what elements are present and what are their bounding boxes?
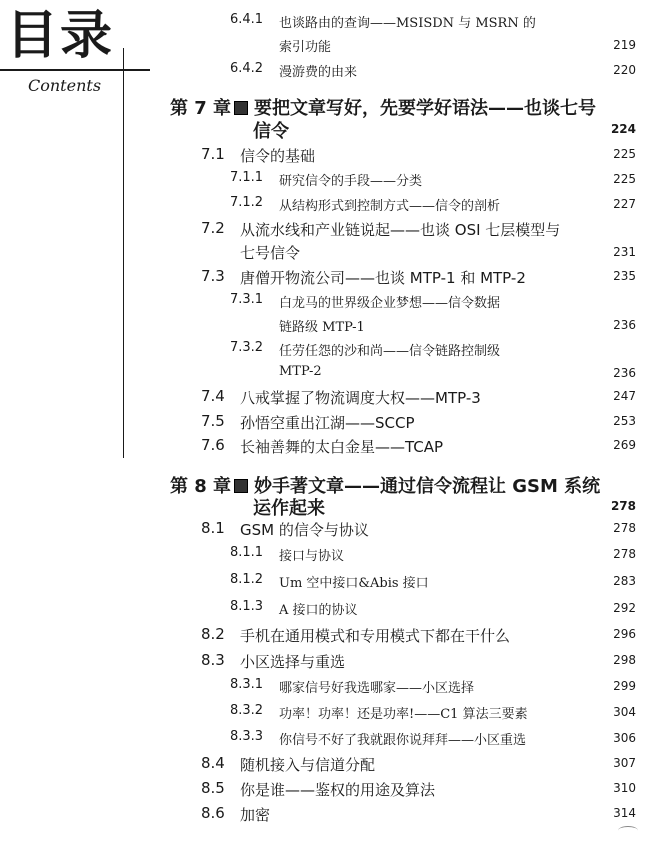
- entry-page: 278: [613, 547, 636, 561]
- entry-title: 从结构形式到控制方式——信令的剖析: [279, 199, 501, 214]
- entry-page: 283: [613, 574, 636, 588]
- chapter-marker-icon: [234, 101, 248, 115]
- entry-page: 253: [613, 414, 636, 428]
- entry-title: 功率！功率！还是功率!——C1 算法三要素: [279, 707, 528, 722]
- entry-title: 长袖善舞的太白金星——TCAP: [240, 438, 444, 456]
- entry-title: 信令的基础: [240, 147, 316, 165]
- entry-number: 7.3.1: [230, 292, 264, 307]
- entry-number: 8.6: [201, 804, 225, 822]
- entry-page: 235: [613, 269, 636, 283]
- entry-page: 314: [613, 806, 636, 820]
- entry-number: 7.1.1: [230, 170, 264, 185]
- entry-page: 306: [613, 731, 636, 745]
- page-subtitle: Contents: [28, 76, 102, 95]
- entry-title: 你信号不好了我就跟你说拜拜——小区重选: [279, 733, 527, 748]
- chapter-title-cont: 信令: [253, 121, 289, 142]
- entry-number: 8.3.1: [230, 677, 264, 692]
- entry-page: 310: [613, 781, 636, 795]
- entry-title: 加密: [240, 806, 271, 824]
- entry-page: 220: [613, 63, 636, 77]
- entry-number: 8.1: [201, 519, 225, 537]
- entry-title: 任劳任怨的沙和尚——信令链路控制级: [279, 344, 501, 359]
- heading-rule: [0, 69, 150, 71]
- chapter-number: 第 8 章: [170, 476, 232, 497]
- entry-title-cont: 七号信令: [240, 244, 301, 262]
- entry-page: 219: [613, 38, 636, 52]
- entry-title-cont: 索引功能: [279, 40, 332, 55]
- entry-page: 231: [613, 245, 636, 259]
- entry-number: 7.5: [201, 412, 225, 430]
- entry-number: 8.3: [201, 651, 225, 669]
- entry-number: 7.3: [201, 267, 225, 285]
- vertical-rule: [123, 48, 124, 458]
- contents-heading: [0, 0, 155, 110]
- entry-number: 8.1.2: [230, 572, 264, 587]
- entry-page: 225: [613, 172, 636, 186]
- entry-number: 8.3.3: [230, 729, 264, 744]
- entry-page: 292: [613, 601, 636, 615]
- chapter-title: 要把文章写好，先要学好语法——也谈七号: [230, 94, 596, 120]
- entry-page: 225: [613, 147, 636, 161]
- entry-number: 8.2: [201, 625, 225, 643]
- entry-title: 也谈路由的查询——MSISDN 与 MSRN 的: [279, 16, 536, 31]
- entry-title: 八戒掌握了物流调度大权——MTP-3: [240, 389, 481, 407]
- entry-title: 从流水线和产业链说起——也谈 OSI 七层模型与: [240, 221, 561, 239]
- entry-page: 298: [613, 653, 636, 667]
- entry-page: 296: [613, 627, 636, 641]
- entry-title: 唐僧开物流公司——也谈 MTP-1 和 MTP-2: [240, 269, 526, 287]
- entry-number: 8.4: [201, 754, 225, 772]
- entry-title: A 接口的协议: [279, 603, 358, 618]
- entry-page: 247: [613, 389, 636, 403]
- entry-title: 随机接入与信道分配: [240, 756, 376, 774]
- entry-page: 236: [613, 318, 636, 332]
- entry-number: 8.1.3: [230, 599, 264, 614]
- entry-title: 小区选择与重选: [240, 653, 346, 671]
- entry-page: 307: [613, 756, 636, 770]
- entry-title: Um 空中接口&Abis 接口: [279, 576, 429, 591]
- entry-page: 227: [613, 197, 636, 211]
- entry-page: 224: [610, 122, 636, 136]
- entry-number: 7.2: [201, 219, 225, 237]
- entry-number: 8.3.2: [230, 703, 264, 718]
- entry-number: 8.5: [201, 779, 225, 797]
- entry-page: 236: [613, 366, 636, 380]
- entry-title: 哪家信号好我选哪家——小区选择: [279, 681, 475, 696]
- entry-title: GSM 的信令与协议: [240, 521, 369, 539]
- entry-title: 你是谁——鉴权的用途及算法: [240, 781, 436, 799]
- chapter-title-cont: 运作起来: [253, 498, 325, 519]
- entry-number: 7.1: [201, 145, 225, 163]
- entry-title: 接口与协议: [279, 549, 345, 564]
- entry-page: 299: [613, 679, 636, 693]
- entry-title: 孙悟空重出江湖——SCCP: [240, 414, 415, 432]
- entry-number: 6.4.2: [230, 61, 264, 76]
- page-curl-decoration: [618, 826, 638, 835]
- entry-title-cont: MTP-2: [279, 364, 322, 379]
- entry-title: 研究信令的手段——分类: [279, 174, 423, 189]
- entry-title: 白龙马的世界级企业梦想——信令数据: [279, 296, 501, 311]
- chapter-marker-icon: [234, 479, 248, 493]
- entry-page: 269: [613, 438, 636, 452]
- page-title: 目录: [6, 6, 115, 66]
- entry-title: 手机在通用模式和专用模式下都在干什么: [240, 627, 511, 645]
- entry-number: 7.6: [201, 436, 225, 454]
- chapter-title: 妙手著文章——通过信令流程让 GSM 系统: [230, 472, 600, 498]
- chapter-number: 第 7 章: [170, 98, 232, 119]
- entry-number: 6.4.1: [230, 12, 264, 27]
- entry-number: 7.3.2: [230, 340, 264, 355]
- entry-title: 漫游费的由来: [279, 65, 358, 80]
- entry-page: 278: [610, 499, 636, 513]
- entry-number: 8.1.1: [230, 545, 264, 560]
- entry-title-cont: 链路级 MTP-1: [279, 320, 365, 335]
- entry-page: 304: [613, 705, 636, 719]
- entry-number: 7.4: [201, 387, 225, 405]
- entry-number: 7.1.2: [230, 195, 264, 210]
- entry-page: 278: [613, 521, 636, 535]
